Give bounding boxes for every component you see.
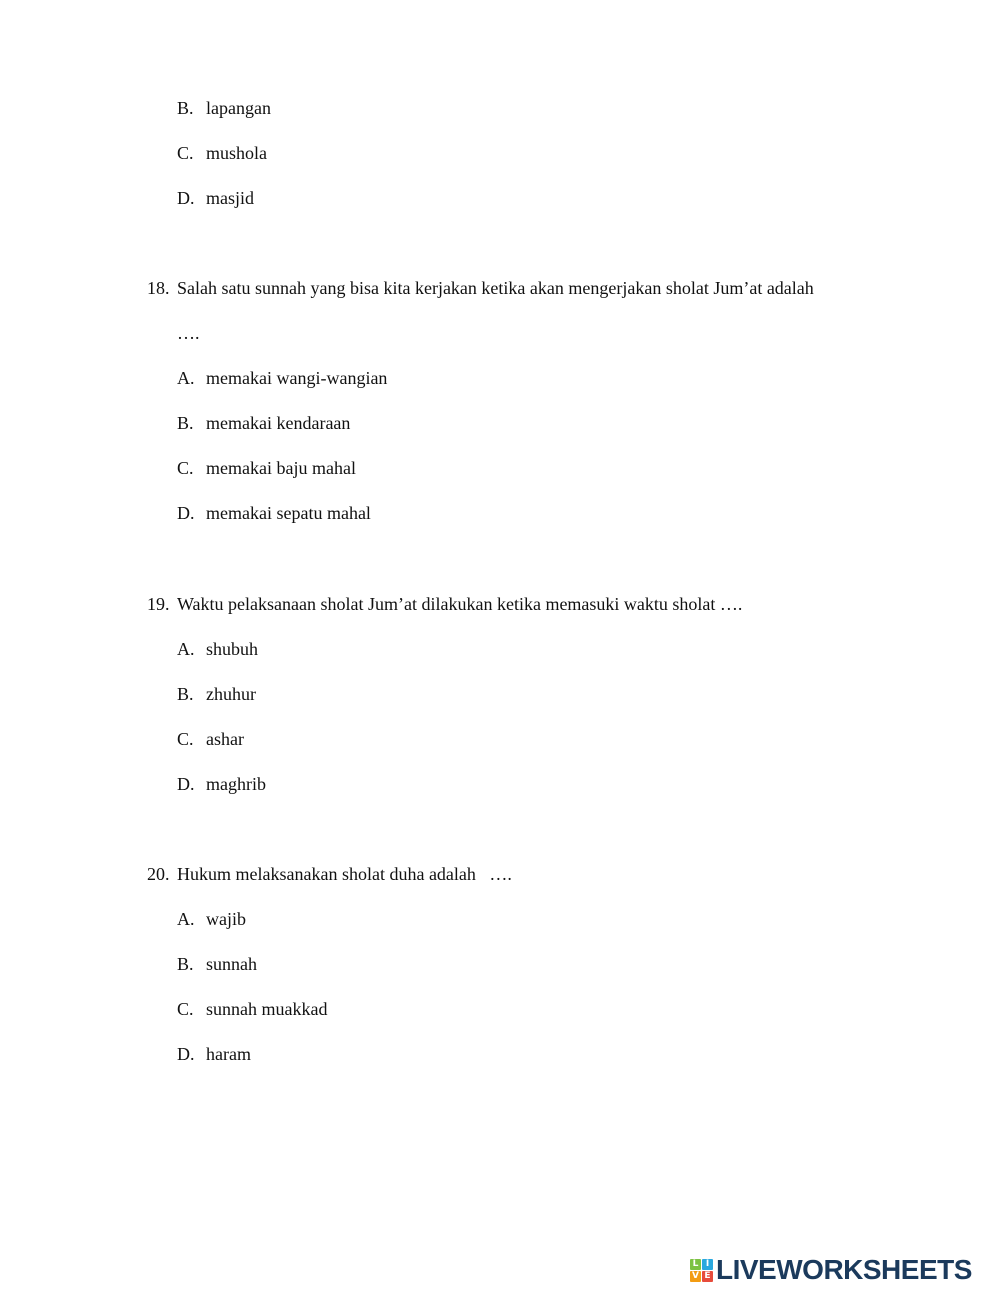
option-text: memakai sepatu mahal — [206, 503, 371, 523]
option-item[interactable] — [177, 1043, 251, 1065]
option-letter: C. — [177, 729, 194, 749]
option-letter: B. — [177, 413, 194, 433]
option-letter: C. — [177, 999, 194, 1019]
question-number: 19. — [147, 594, 170, 614]
option-letter: B. — [177, 98, 194, 118]
option-item[interactable] — [177, 728, 244, 750]
option-letter: D. — [177, 188, 195, 208]
option-item[interactable] — [177, 908, 246, 930]
option-letter: C. — [177, 458, 194, 478]
option-item[interactable] — [177, 953, 257, 975]
option-text: zhuhur — [206, 684, 256, 704]
question-number: 20. — [147, 864, 170, 884]
option-text: memakai baju mahal — [206, 458, 356, 478]
logo-mark-tile: L — [690, 1259, 701, 1270]
option-text: wajib — [206, 909, 246, 929]
question-text: Salah satu sunnah yang bisa kita kerjakan ketika akan mengerjakan sholat Jum’at adalah — [177, 278, 814, 298]
question-number: 18. — [147, 278, 170, 298]
logo-mark-tile: E — [702, 1271, 713, 1282]
option-item[interactable] — [177, 638, 258, 660]
logo-mark-tile: I — [702, 1259, 713, 1270]
option-letter: A. — [177, 909, 195, 929]
option-letter: D. — [177, 1044, 195, 1064]
option-item[interactable] — [177, 142, 267, 164]
logo-mark-icon — [690, 1259, 713, 1282]
option-item[interactable] — [177, 97, 271, 119]
option-text: lapangan — [206, 98, 271, 118]
option-text: ashar — [206, 729, 244, 749]
question-text: Waktu pelaksanaan sholat Jum’at dilakukan ketika memasuki waktu sholat …. — [177, 594, 743, 614]
option-letter: C. — [177, 143, 194, 163]
question-continuation: …. — [177, 323, 200, 343]
question-19 — [147, 593, 742, 615]
option-item[interactable] — [177, 683, 256, 705]
question-18 — [147, 277, 814, 299]
option-letter: A. — [177, 639, 195, 659]
liveworksheets-logo — [690, 1255, 972, 1285]
option-text: sunnah muakkad — [206, 999, 328, 1019]
option-text: masjid — [206, 188, 254, 208]
option-text: sunnah — [206, 954, 257, 974]
option-text: memakai kendaraan — [206, 413, 351, 433]
option-letter: B. — [177, 684, 194, 704]
option-text: memakai wangi-wangian — [206, 368, 388, 388]
option-text: maghrib — [206, 774, 266, 794]
option-item[interactable] — [177, 773, 266, 795]
option-item[interactable] — [177, 187, 254, 209]
option-item[interactable] — [177, 998, 327, 1020]
logo-mark-tile: V — [690, 1271, 701, 1282]
option-item[interactable] — [177, 502, 371, 524]
option-letter: D. — [177, 503, 195, 523]
option-text: haram — [206, 1044, 251, 1064]
option-text: shubuh — [206, 639, 259, 659]
question-20 — [147, 863, 512, 885]
option-item[interactable] — [177, 412, 350, 434]
option-letter: A. — [177, 368, 195, 388]
option-letter: B. — [177, 954, 194, 974]
option-item[interactable] — [177, 367, 387, 389]
option-item[interactable] — [177, 457, 356, 479]
logo-text: LIVEWORKSHEETS — [716, 1254, 972, 1285]
question-text: Hukum melaksanakan sholat duha adalah …. — [177, 864, 512, 884]
option-letter: D. — [177, 774, 195, 794]
option-text: mushola — [206, 143, 267, 163]
